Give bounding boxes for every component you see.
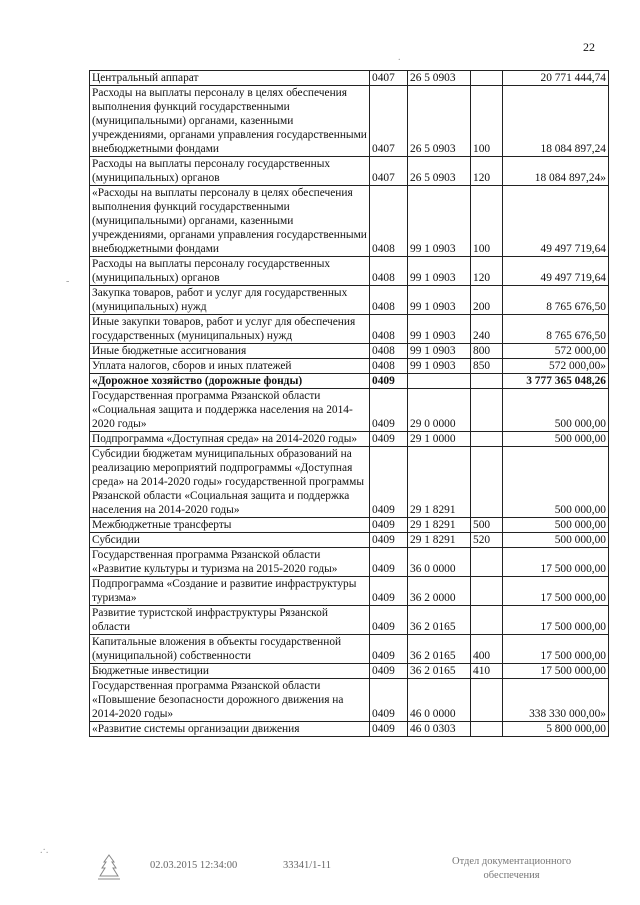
table-row	[90, 679, 609, 722]
row-sum-cell: 49 497 719,64	[503, 257, 609, 286]
row-sum-cell: 17 500 000,00	[503, 548, 609, 577]
stamp-line: обеспечения	[483, 870, 540, 881]
table-row	[90, 374, 609, 389]
row-sum-cell: 572 000,00	[503, 344, 609, 359]
row-name-cell: Подпрограмма «Доступная среда» на 2014-2020 годы»	[90, 432, 370, 447]
table-row	[90, 548, 609, 577]
row-section-cell: 0409	[370, 533, 408, 548]
row-target-cell: 46 0 0000	[408, 679, 471, 722]
footer-datetime: 02.03.2015 12:34:00	[150, 860, 238, 871]
emblem-icon	[94, 852, 124, 882]
row-sum-cell: 17 500 000,00	[503, 664, 609, 679]
row-target-cell: 99 1 0903	[408, 286, 471, 315]
row-target-cell: 46 0 0303	[408, 722, 471, 737]
row-kind-cell	[471, 679, 503, 722]
row-kind-cell	[471, 432, 503, 447]
row-section-cell: 0409	[370, 635, 408, 664]
row-section-cell: 0408	[370, 359, 408, 374]
table-row	[90, 359, 609, 374]
row-kind-cell: 100	[471, 186, 503, 257]
row-sum-cell: 17 500 000,00	[503, 577, 609, 606]
row-section-cell: 0408	[370, 257, 408, 286]
row-sum-cell: 500 000,00	[503, 533, 609, 548]
table-row	[90, 186, 609, 257]
row-target-cell: 36 2 0000	[408, 577, 471, 606]
row-kind-cell	[471, 548, 503, 577]
row-sum-cell: 17 500 000,00	[503, 635, 609, 664]
table-row	[90, 257, 609, 286]
table-row	[90, 722, 609, 737]
row-target-cell: 29 1 8291	[408, 447, 471, 518]
margin-speck: .·.	[40, 845, 49, 856]
margin-speck: -	[66, 276, 70, 287]
row-sum-cell: 5 800 000,00	[503, 722, 609, 737]
row-name-cell: Расходы на выплаты персоналу государственных (муниципальных) органов	[90, 257, 370, 286]
row-target-cell: 29 1 8291	[408, 518, 471, 533]
row-kind-cell: 410	[471, 664, 503, 679]
row-target-cell: 36 2 0165	[408, 635, 471, 664]
row-sum-cell: 500 000,00	[503, 447, 609, 518]
table-row	[90, 86, 609, 157]
row-section-cell: 0409	[370, 548, 408, 577]
row-name-cell: «Развитие системы организации движения	[90, 722, 370, 737]
row-kind-cell	[471, 606, 503, 635]
row-name-cell: Капитальные вложения в объекты государственной (муниципальной) собственности	[90, 635, 370, 664]
row-name-cell: Подпрограмма «Создание и развитие инфраструктуры туризма»	[90, 577, 370, 606]
row-sum-cell: 18 084 897,24	[503, 86, 609, 157]
department-stamp	[452, 855, 571, 883]
row-section-cell: 0407	[370, 157, 408, 186]
row-section-cell: 0409	[370, 577, 408, 606]
row-target-cell: 99 1 0903	[408, 186, 471, 257]
table-row	[90, 635, 609, 664]
footer-doc-number: 33341/1-11	[283, 860, 332, 871]
row-name-cell: «Расходы на выплаты персоналу в целях обеспечения выполнения функций государственными (муниципальными) органами, казенными учреждениями, органами управления государственными внебюджетными фондами	[90, 186, 370, 257]
table-row	[90, 533, 609, 548]
row-kind-cell	[471, 374, 503, 389]
table-row	[90, 157, 609, 186]
row-section-cell: 0409	[370, 447, 408, 518]
row-sum-cell: 18 084 897,24»	[503, 157, 609, 186]
row-target-cell: 29 0 0000	[408, 389, 471, 432]
row-name-cell: Бюджетные инвестиции	[90, 664, 370, 679]
row-section-cell: 0409	[370, 432, 408, 447]
row-target-cell	[408, 374, 471, 389]
row-section-cell: 0408	[370, 315, 408, 344]
row-name-cell: Субсидии бюджетам муниципальных образований на реализацию мероприятий подпрограммы «Доступная среда» на 2014-2020 годы» государственной программы Рязанской области «Социальная защита и поддержка населения на 2014-2020 годы»	[90, 447, 370, 518]
row-name-cell: Уплата налогов, сборов и иных платежей	[90, 359, 370, 374]
row-section-cell: 0409	[370, 518, 408, 533]
row-section-cell: 0407	[370, 86, 408, 157]
scan-speck: .	[398, 52, 401, 63]
row-name-cell: Иные бюджетные ассигнования	[90, 344, 370, 359]
row-kind-cell: 500	[471, 518, 503, 533]
row-kind-cell: 120	[471, 157, 503, 186]
row-target-cell: 36 2 0165	[408, 606, 471, 635]
row-section-cell: 0408	[370, 186, 408, 257]
stamp-line: Отдел документационного	[452, 856, 572, 867]
row-target-cell: 26 5 0903	[408, 86, 471, 157]
row-target-cell: 36 0 0000	[408, 548, 471, 577]
row-name-cell: Закупка товаров, работ и услуг для государственных (муниципальных) нужд	[90, 286, 370, 315]
row-kind-cell: 100	[471, 86, 503, 157]
row-section-cell: 0408	[370, 344, 408, 359]
row-name-cell: Развитие туристской инфраструктуры Рязанской области	[90, 606, 370, 635]
row-sum-cell: 3 777 365 048,26	[503, 374, 609, 389]
row-kind-cell: 200	[471, 286, 503, 315]
row-target-cell: 99 1 0903	[408, 315, 471, 344]
row-sum-cell: 500 000,00	[503, 518, 609, 533]
row-target-cell: 26 5 0903	[408, 71, 471, 86]
row-section-cell: 0409	[370, 722, 408, 737]
row-target-cell: 99 1 0903	[408, 257, 471, 286]
row-target-cell: 99 1 0903	[408, 359, 471, 374]
row-sum-cell: 17 500 000,00	[503, 606, 609, 635]
row-name-cell: Государственная программа Рязанской области «Социальная защита и поддержка населения на 2014-2020 годы»	[90, 389, 370, 432]
table-row	[90, 518, 609, 533]
budget-table	[89, 70, 609, 737]
table-row	[90, 286, 609, 315]
row-sum-cell: 8 765 676,50	[503, 315, 609, 344]
row-kind-cell: 800	[471, 344, 503, 359]
row-section-cell: 0409	[370, 679, 408, 722]
row-sum-cell: 8 765 676,50	[503, 286, 609, 315]
row-section-cell: 0409	[370, 389, 408, 432]
row-target-cell: 29 1 8291	[408, 533, 471, 548]
row-section-cell: 0408	[370, 286, 408, 315]
row-name-cell: Субсидии	[90, 533, 370, 548]
row-sum-cell: 20 771 444,74	[503, 71, 609, 86]
table-row	[90, 447, 609, 518]
row-sum-cell: 49 497 719,64	[503, 186, 609, 257]
row-target-cell: 26 5 0903	[408, 157, 471, 186]
row-kind-cell	[471, 447, 503, 518]
row-name-cell: Иные закупки товаров, работ и услуг для обеспечения государственных (муниципальных) нужд	[90, 315, 370, 344]
row-section-cell: 0409	[370, 664, 408, 679]
row-kind-cell: 240	[471, 315, 503, 344]
row-sum-cell: 500 000,00	[503, 389, 609, 432]
table-row	[90, 606, 609, 635]
row-name-cell: Расходы на выплаты персоналу в целях обеспечения выполнения функций государственными (муниципальными) органами, казенными учреждениями, органами управления государственными внебюджетными фондами	[90, 86, 370, 157]
row-kind-cell	[471, 722, 503, 737]
row-name-cell: Центральный аппарат	[90, 71, 370, 86]
row-section-cell: 0409	[370, 374, 408, 389]
row-target-cell: 29 1 0000	[408, 432, 471, 447]
row-section-cell: 0407	[370, 71, 408, 86]
row-kind-cell	[471, 71, 503, 86]
row-kind-cell	[471, 389, 503, 432]
table-row	[90, 71, 609, 86]
row-sum-cell: 500 000,00	[503, 432, 609, 447]
row-target-cell: 36 2 0165	[408, 664, 471, 679]
row-sum-cell: 572 000,00»	[503, 359, 609, 374]
budget-table-body	[90, 71, 609, 737]
row-name-cell: Межбюджетные трансферты	[90, 518, 370, 533]
row-kind-cell	[471, 577, 503, 606]
table-row	[90, 432, 609, 447]
row-kind-cell: 120	[471, 257, 503, 286]
row-section-cell: 0409	[370, 606, 408, 635]
row-sum-cell: 338 330 000,00»	[503, 679, 609, 722]
row-name-cell: Государственная программа Рязанской области «Развитие культуры и туризма на 2015-2020 годы»	[90, 548, 370, 577]
row-target-cell: 99 1 0903	[408, 344, 471, 359]
row-kind-cell: 850	[471, 359, 503, 374]
table-row	[90, 664, 609, 679]
table-row	[90, 344, 609, 359]
row-kind-cell: 400	[471, 635, 503, 664]
row-kind-cell: 520	[471, 533, 503, 548]
row-name-cell: «Дорожное хозяйство (дорожные фонды)	[90, 374, 370, 389]
table-row	[90, 315, 609, 344]
row-name-cell: Расходы на выплаты персоналу государственных (муниципальных) органов	[90, 157, 370, 186]
table-row	[90, 577, 609, 606]
page-number: 22	[583, 40, 595, 54]
row-name-cell: Государственная программа Рязанской области «Повышение безопасности дорожного движения на 2014-2020 годы»	[90, 679, 370, 722]
table-row	[90, 389, 609, 432]
